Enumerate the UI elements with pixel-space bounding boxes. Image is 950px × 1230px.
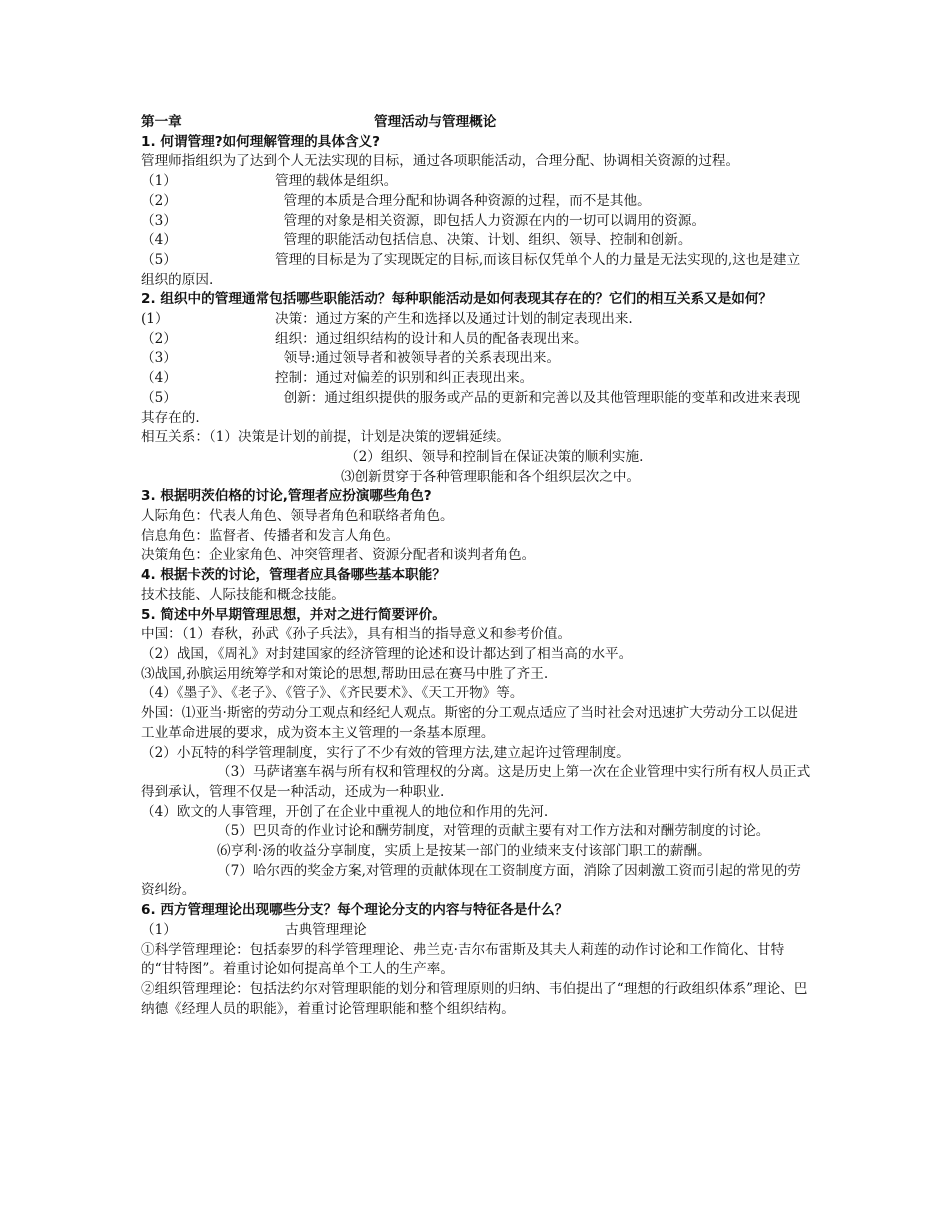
q5-foreign-3-text: （3）马萨诸塞车祸与所有权和管理权的分离。这是历史上第一次在企业管理中实行所有权人员正式得到承认，管理不仅是一种活动，还成为一种职业. bbox=[141, 764, 811, 800]
item-text: 决策：通过方案的产生和选择以及通过计划的制定表现出来. bbox=[275, 311, 633, 328]
q6-classic-heading bbox=[141, 921, 811, 941]
question-1-heading: 1. 何谓管理?如何理解管理的具体含义? bbox=[141, 133, 381, 150]
q2-relation-line-3: ⑶创新贯穿于各种管理职能和各个组织层次之中。 bbox=[341, 468, 641, 485]
item-number: （5） bbox=[141, 389, 177, 406]
chapter-heading bbox=[141, 113, 811, 133]
q2-item-2 bbox=[141, 330, 811, 350]
q5-foreign-4: （4）欧文的人事管理，开创了在企业中重视人的地位和作用的先河. bbox=[141, 803, 549, 820]
q2-item-4 bbox=[141, 369, 811, 389]
q5-china-1: 中国：（1）春秋，孙武《孙子兵法》，具有相当的指导意义和参考价值。 bbox=[141, 626, 572, 643]
chapter-title: 管理活动与管理概论 bbox=[374, 114, 497, 130]
q2-relation-line-1: 相互关系：（1）决策是计划的前提，计划是决策的逻辑延续。 bbox=[141, 429, 510, 446]
item-number: (1） bbox=[141, 311, 169, 328]
item-text: 管理的职能活动包括信息、决策、计划、组织、领导、控制和创新。 bbox=[275, 232, 692, 249]
item-number: （2） bbox=[141, 192, 177, 209]
q3-line-1: 人际角色：代表人角色、领导者角色和联络者角色。 bbox=[141, 508, 454, 525]
q5-china-2: （2）战国，《周礼》对封建国家的经济管理的论述和设计都达到了相当高的水平。 bbox=[141, 645, 633, 662]
question-2-heading: 2. 组织中的管理通常包括哪些职能活动？每种职能活动是如何表现其存在的？它们的相互关系又是如何？ bbox=[141, 291, 773, 308]
q1-item-3 bbox=[141, 212, 811, 232]
item-number: （3） bbox=[141, 350, 177, 367]
item-text: 古典管理理论 bbox=[285, 921, 367, 938]
q1-intro: 管理师指组织为了达到个人无法实现的目标，通过各项职能活动，合理分配、协调相关资源的过程。 bbox=[141, 153, 740, 170]
q5-foreign-6-text: ⑹亨利·汤的收益分享制度，实质上是按某一部门的业绩来支付该部门职工的薪酬。 bbox=[217, 843, 711, 860]
q5-china-4: （4）《墨子》、《老子》、《管子》、《齐民要术》、《天工开物》等。 bbox=[141, 685, 524, 702]
item-text: 管理的目标是为了实现既定的目标,而该目标仅凭单个人的力量是无法实现的,这也是建立组织的原因. bbox=[141, 251, 801, 288]
item-number: （2） bbox=[141, 330, 177, 347]
item-number: （4） bbox=[141, 232, 177, 249]
item-text: 管理的载体是组织。 bbox=[275, 173, 398, 190]
q6-paragraph-2: ②组织管理理论：包括法约尔对管理职能的划分和管理原则的归纳、韦伯提出了“理想的行政组织体系”理论、巴纳德《经理人员的职能》，着重讨论管理职能和整个组织结构。 bbox=[141, 980, 808, 1017]
item-text: 控制：通过对偏差的识别和纠正表现出来。 bbox=[275, 370, 534, 387]
q2-relation-line-2: （2）组织、领导和控制旨在保证决策的顺利实施. bbox=[345, 448, 644, 465]
q5-foreign-7-text: （7）哈尔西的奖金方案,对管理的贡献体现在工资制度方面，消除了因刺激工资而引起的常见的劳资纠纷。 bbox=[141, 862, 801, 899]
question-6-heading: 6. 西方管理理论出现哪些分支？每个理论分支的内容与特征各是什么？ bbox=[141, 902, 569, 919]
item-number: （1） bbox=[141, 173, 177, 190]
question-5-heading: 5. 简述中外早期管理思想，并对之进行简要评价。 bbox=[141, 606, 446, 623]
q1-item-5 bbox=[141, 251, 811, 290]
q1-item-2 bbox=[141, 192, 811, 212]
q5-foreign-3 bbox=[141, 763, 811, 802]
q1-item-1 bbox=[141, 172, 811, 192]
item-text: 管理的本质是合理分配和协调各种资源的过程，而不是其他。 bbox=[275, 192, 651, 209]
q6-paragraph-1: ①科学管理理论：包括泰罗的科学管理理论、弗兰克·吉尔布雷斯及其夫人莉莲的动作讨论和工作简化、甘特的“甘特图”。着重讨论如何提高单个工人的生产率。 bbox=[141, 941, 785, 978]
q5-foreign-1: 外国：⑴亚当·斯密的劳动分工观点和经纪人观点。斯密的分工观点适应了当时社会对迅速扩大劳动分工以促进工业革命进展的要求，成为资本主义管理的一条基本原理。 bbox=[141, 705, 798, 741]
q5-foreign-5-text: （5）巴贝奇的作业讨论和酬劳制度，对管理的贡献主要有对工作方法和对酬劳制度的讨论。 bbox=[217, 823, 770, 840]
item-number: （1） bbox=[141, 921, 177, 938]
item-number: （4） bbox=[141, 370, 177, 387]
q2-item-3 bbox=[141, 349, 811, 369]
item-number: （5） bbox=[141, 251, 177, 268]
question-3-heading: 3. 根据明茨伯格的讨论,管理者应扮演哪些角色? bbox=[141, 488, 432, 505]
q2-item-5 bbox=[141, 389, 811, 428]
q1-item-4 bbox=[141, 231, 811, 251]
item-text: 管理的对象是相关资源，即包括人力资源在内的一切可以调用的资源。 bbox=[275, 212, 706, 229]
q5-foreign-6 bbox=[141, 842, 811, 862]
question-4-heading: 4. 根据卡茨的讨论，管理者应具备哪些基本职能？ bbox=[141, 567, 446, 584]
q2-item-1 bbox=[141, 310, 811, 330]
q5-foreign-7 bbox=[141, 862, 811, 901]
chapter-label: 第一章 bbox=[141, 114, 182, 130]
q5-china-3: ⑶战国,孙膑运用统筹学和对策论的思想,帮助田忌在赛马中胜了齐王. bbox=[141, 665, 549, 682]
q4-line: 技术技能、人际技能和概念技能。 bbox=[141, 586, 345, 603]
q3-line-3: 决策角色：企业家角色、冲突管理者、资源分配者和谈判者角色。 bbox=[141, 547, 536, 564]
q5-foreign-5 bbox=[141, 822, 811, 842]
q3-line-2: 信息角色：监督者、传播者和发言人角色。 bbox=[141, 527, 400, 544]
item-text: 领导:通过领导者和被领导者的关系表现出来。 bbox=[275, 350, 561, 367]
document-body bbox=[141, 113, 811, 1019]
item-text: 组织：通过组织结构的设计和人员的配备表现出来。 bbox=[275, 330, 588, 347]
item-number: （3） bbox=[141, 212, 177, 229]
q5-foreign-2: （2）小瓦特的科学管理制度，实行了不少有效的管理方法,建立起许过管理制度。 bbox=[141, 744, 630, 761]
item-text: 创新：通过组织提供的服务或产品的更新和完善以及其他管理职能的变革和改进来表现其存在的. bbox=[141, 389, 801, 426]
